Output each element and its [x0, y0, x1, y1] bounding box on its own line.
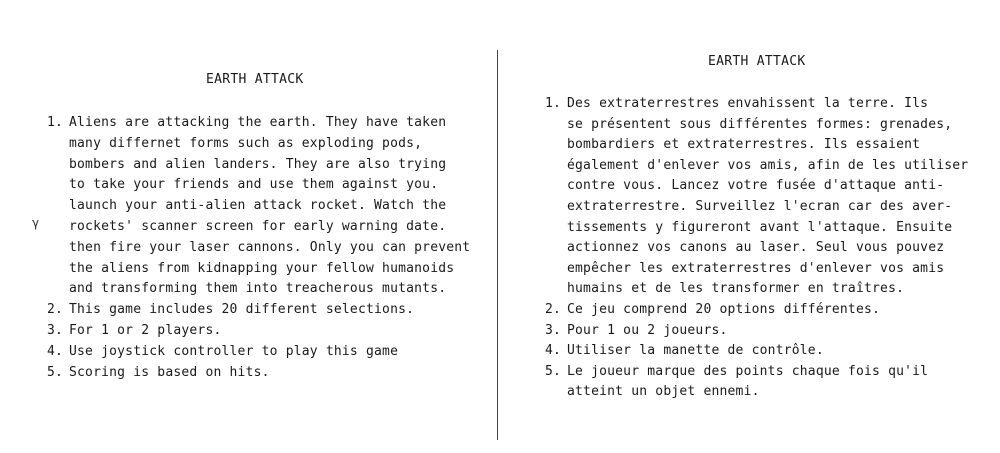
text-line: contre vous. Lancez votre fusée d'attaque anti- [567, 178, 945, 194]
instruction-item [47, 363, 487, 384]
french-page [500, 0, 1000, 453]
item-number: 1. [47, 115, 64, 130]
item-text [567, 300, 880, 321]
text-line: For 1 or 2 players. [69, 322, 222, 338]
instruction-list [47, 113, 487, 383]
item-text [69, 113, 470, 300]
text-line: extraterrestre. Surveillez l'ecran car des aver- [567, 198, 953, 214]
instruction-item [545, 321, 995, 342]
instruction-item [47, 300, 487, 321]
instruction-item [545, 362, 995, 403]
text-line: tissements y figureront avant l'attaque. Ensuite [567, 219, 953, 235]
handwritten-margin-mark: γ [32, 216, 40, 230]
text-line: This game includes 20 different selections. [69, 302, 415, 318]
item-text [567, 362, 928, 403]
item-number: 2. [545, 301, 562, 317]
item-number: 1. [545, 96, 562, 111]
text-line: many differnet forms such as exploding pods, [69, 135, 423, 151]
text-line: Use joystick controller to play this game [69, 343, 399, 359]
text-line: empêcher les extraterrestres d'enlever vos amis [567, 260, 945, 276]
item-text [567, 321, 728, 342]
text-line: bombers and alien landers. They are also trying [69, 156, 447, 172]
item-text [69, 300, 414, 321]
item-text [567, 94, 968, 300]
instruction-item [545, 341, 995, 362]
text-line: Aliens are attacking the earth. They have taken [69, 115, 447, 130]
text-line: then fire your laser cannons. Only you can prevent [69, 239, 471, 255]
text-line: se présentent sous différentes formes: grenades, [567, 116, 953, 132]
text-line: to take your friends and use them against you. [69, 177, 439, 193]
item-text [69, 342, 398, 363]
text-line: bombardiers et extraterrestres. Ils essaient [567, 137, 921, 153]
instruction-item [545, 94, 995, 300]
instruction-item [545, 300, 995, 321]
text-line: atteint un objet ennemi. [567, 384, 760, 400]
item-number: 4. [47, 343, 64, 359]
english-page [0, 0, 497, 453]
instruction-item [47, 342, 487, 363]
text-line: Le joueur marque des points chaque fois qu'il [567, 363, 929, 379]
item-number: 5. [47, 364, 64, 380]
instruction-item [47, 321, 487, 342]
page-title: EARTH ATTACK [206, 72, 304, 87]
item-number: 3. [47, 322, 64, 338]
item-text [69, 321, 222, 342]
item-text [567, 341, 824, 362]
item-text [69, 363, 270, 384]
text-line: Ce jeu comprend 20 options différentes. [567, 301, 881, 317]
instruction-list [545, 94, 995, 403]
page-title: EARTH ATTACK [708, 54, 806, 69]
text-line: Des extraterrestres envahissent la terre. Ils [567, 96, 929, 111]
text-line: the aliens from kidnapping your fellow humanoids [69, 260, 455, 276]
text-line: Scoring is based on hits. [69, 364, 270, 380]
text-line: launch your anti-alien attack rocket. Watch the [69, 198, 447, 214]
item-number: 4. [545, 343, 562, 359]
instruction-item [47, 113, 487, 300]
item-number: 3. [545, 322, 562, 338]
text-line: rockets' scanner screen for early warning date. [69, 218, 447, 234]
item-number: 2. [47, 302, 64, 318]
text-line: actionnez vos canons au laser. Seul vous pouvez [567, 240, 945, 256]
text-line: humains et de les transformer en traîtres. [567, 281, 905, 297]
text-line: également d'enlever vos amis, afin de les utiliser [567, 157, 969, 173]
text-line: Utiliser la manette de contrôle. [567, 343, 824, 359]
item-number: 5. [545, 363, 562, 379]
text-line: Pour 1 ou 2 joueurs. [567, 322, 728, 338]
page-fold-divider [497, 50, 498, 440]
text-line: and transforming them into treacherous mutants. [69, 281, 447, 297]
